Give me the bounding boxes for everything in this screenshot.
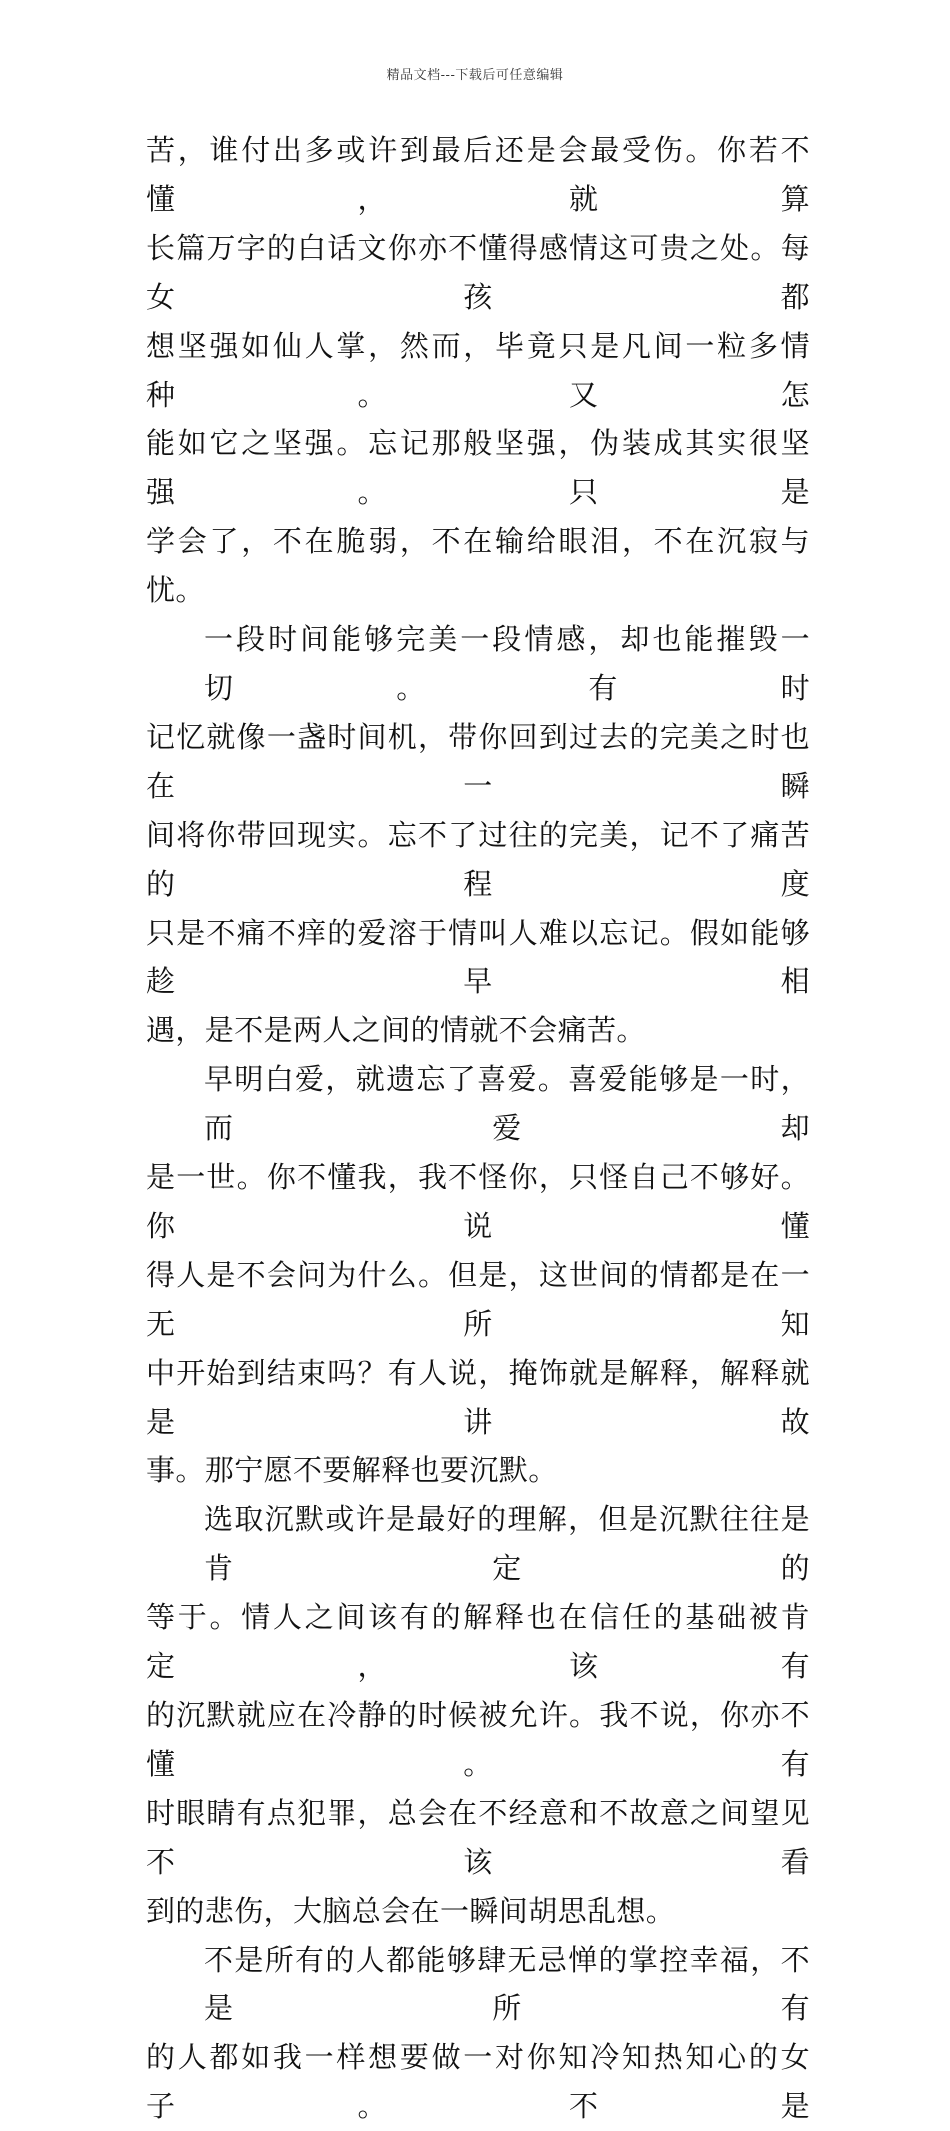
- text-line: 选取沉默或许是最好的理解，但是沉默往往是肯定的: [204, 1502, 810, 1586]
- text-line: 得人是不会问为什么。但是，这世间的情都是在一无所知: [146, 1257, 810, 1341]
- text-line: 不是所有的人都能够肆无忌惮的掌控幸福，不是所有: [204, 1942, 810, 2026]
- text-line: 到的悲伤，大脑总会在一瞬间胡思乱想。: [146, 1893, 676, 1928]
- text-line: 长篇万字的白话文你亦不懂得感情这可贵之处。每女孩都: [146, 230, 810, 314]
- text-line: 记忆就像一盏时间机，带你回到过去的完美之时也在一瞬: [146, 719, 810, 803]
- text-line: 事。那宁愿不要解释也要沉默。: [146, 1453, 558, 1488]
- text-line: 只是不痛不痒的爱溶于情叫人难以忘记。假如能够趁早相: [146, 915, 810, 999]
- text-line: 一段时间能够完美一段情感，却也能摧毁一切。有时: [204, 622, 810, 705]
- text-line: 学会了，不在脆弱，不在输给眼泪，不在沉寂与忧。: [146, 524, 810, 608]
- text-line: 的人都如我一样想要做一对你知冷知热知心的女子。不是: [146, 2040, 810, 2124]
- text-line: 等于。情人之间该有的解释也在信任的基础被肯定，该有: [146, 1600, 810, 1684]
- text-line: 间将你带回现实。忘不了过往的完美，记不了痛苦的程度: [146, 817, 810, 901]
- text-line: 苦，谁付出多或许到最后还是会最受伤。你若不懂，就算: [146, 133, 810, 216]
- document-body: [146, 126, 810, 2131]
- text-line: 早明白爱，就遗忘了喜爱。喜爱能够是一时，而爱却: [204, 1062, 810, 1146]
- text-line: 时眼睛有点犯罪，总会在不经意和不故意之间望见不该看: [146, 1795, 810, 1879]
- text-line: 的沉默就应在冷静的时候被允许。我不说，你亦不懂。有: [146, 1698, 810, 1781]
- text-line: 想坚强如仙人掌，然而，毕竟只是凡间一粒多情种。又怎: [146, 328, 810, 412]
- text-line: 中开始到结束吗？有人说，掩饰就是解释，解释就是讲故: [146, 1355, 810, 1439]
- text-line: 是一世。你不懂我，我不怪你，只怪自己不够好。你说懂: [146, 1160, 810, 1243]
- page-header: 精品文档---下载后可任意编辑: [386, 68, 564, 83]
- text-line: 遇，是不是两人之间的情就不会痛苦。: [146, 1013, 646, 1048]
- text-line: 能如它之坚强。忘记那般坚强，伪装成其实很坚强。只是: [146, 426, 810, 510]
